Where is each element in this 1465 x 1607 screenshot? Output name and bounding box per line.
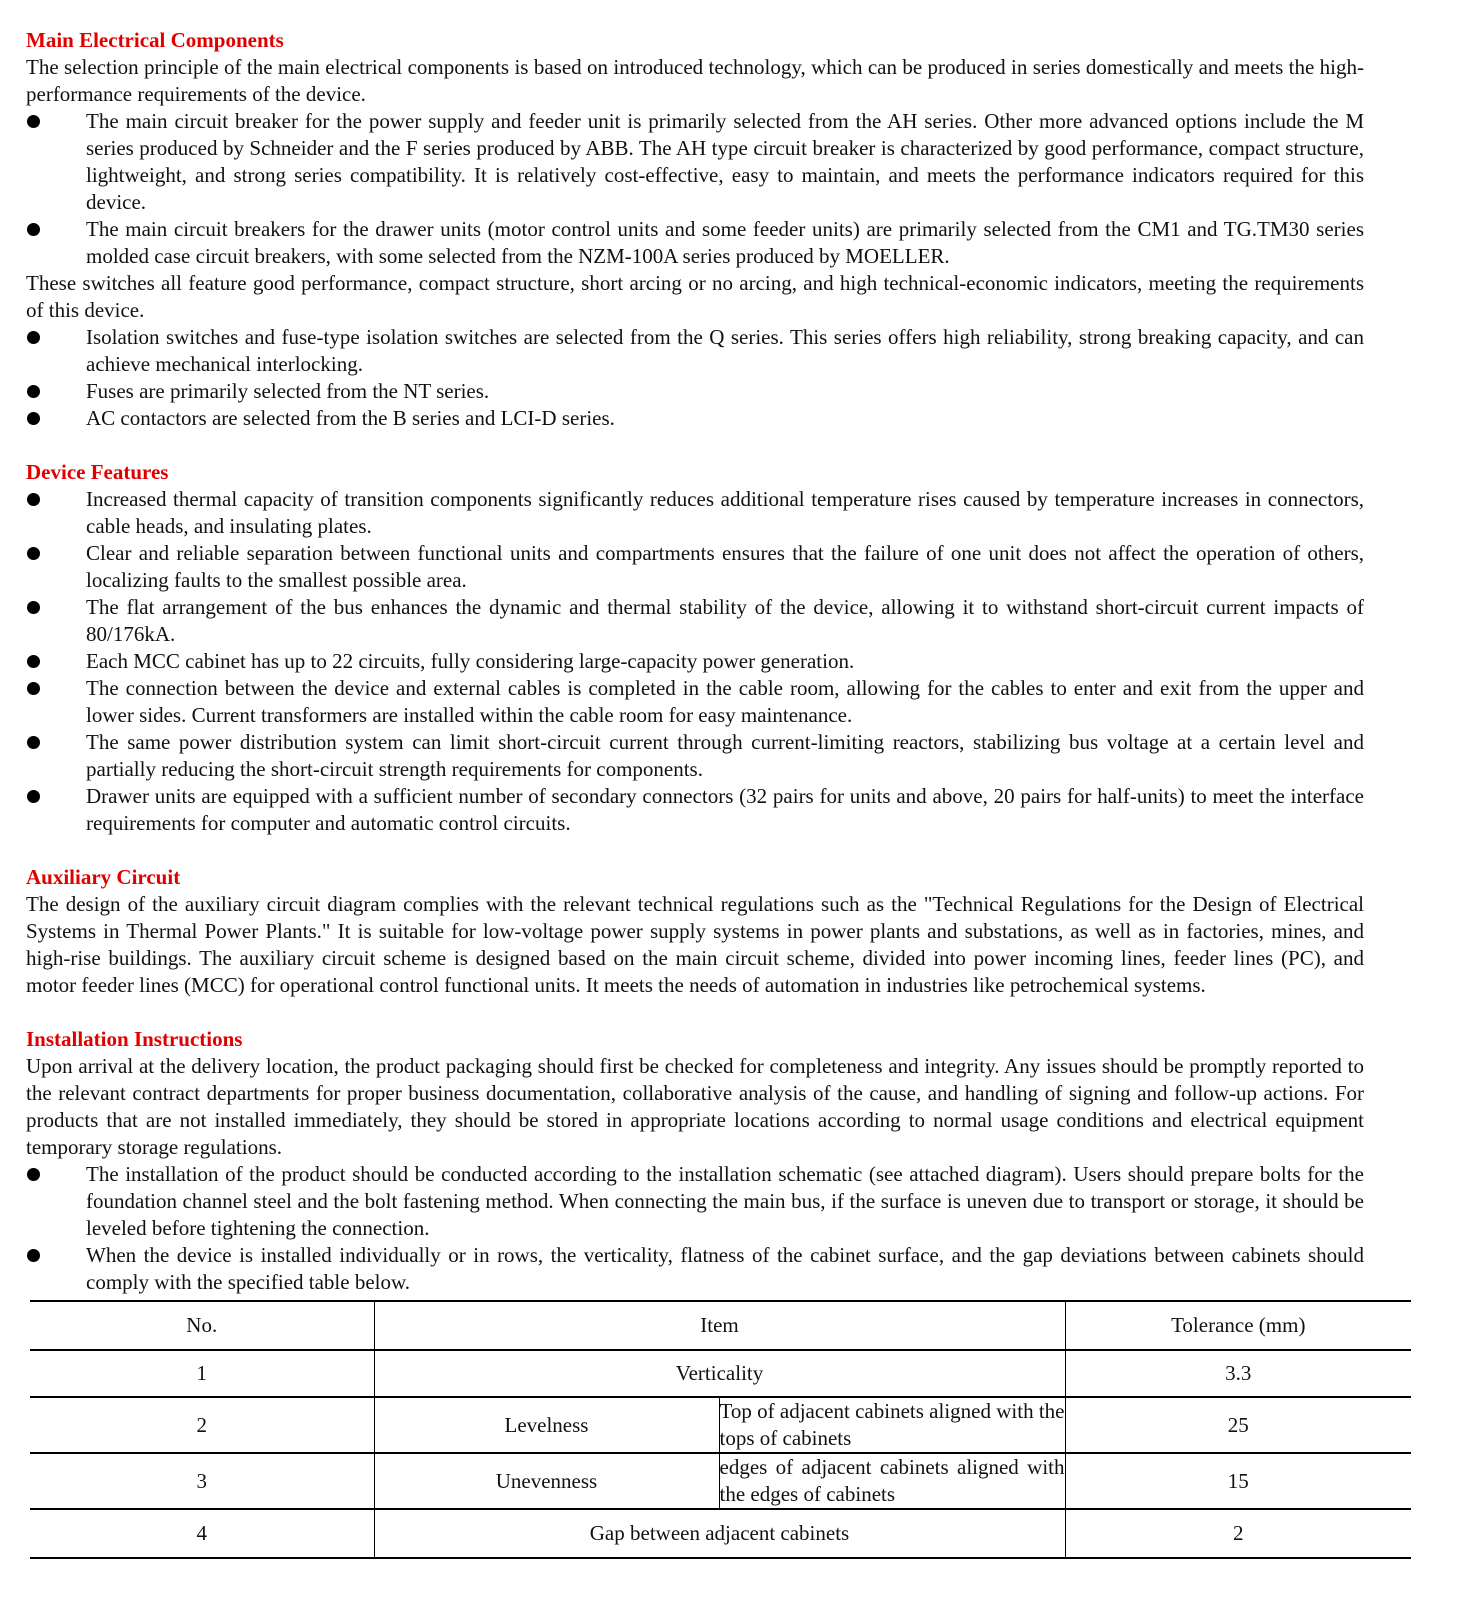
bullet-icon <box>27 655 40 668</box>
tolerance-table-wrapper <box>30 1300 1411 1559</box>
document-page <box>26 27 1364 1296</box>
list-item: Isolation switches and fuse-type isolation switches are selected from the Q series. This series offers high reliability, strong breaking capacity, and can achieve mechanical interlocking. <box>26 324 1364 378</box>
cell-tolerance: 15 <box>1065 1453 1411 1509</box>
cell-tolerance: 25 <box>1065 1397 1411 1453</box>
bullet-icon <box>27 115 40 128</box>
bullet-icon <box>27 331 40 344</box>
section-title: Main Electrical Components <box>26 28 284 52</box>
list-item: The installation of the product should be conducted according to the installation schematic (see attached diagram). Users should prepare bolts for the foundation channel steel and the bolt fastening method. When connecting the main bus, if the surface is uneven due to transport or storage, it should be leveled before tightening the connection. <box>26 1161 1364 1242</box>
list-item: Increased thermal capacity of transition components significantly reduces additional temperature rises caused by temperature increases in connectors, cable heads, and insulating plates. <box>26 486 1364 540</box>
cell-item: Levelness <box>504 1412 589 1437</box>
table-row <box>30 1453 1411 1509</box>
section-device-features <box>26 459 1364 837</box>
bullet-icon <box>27 1168 40 1181</box>
list-item: The connection between the device and external cables is completed in the cable room, allowing for the cables to enter and exit from the upper and lower sides. Current transformers are installed within the cable room for easy maintenance. <box>26 675 1364 729</box>
cell-sub-item: Top of adjacent cabinets aligned with the tops of cabinets <box>719 1397 1065 1453</box>
bullet-list <box>26 1161 1364 1296</box>
cell-no: 2 <box>30 1397 374 1453</box>
cell-no: 4 <box>30 1509 374 1558</box>
list-item: Drawer units are equipped with a sufficient number of secondary connectors (32 pairs for units and above, 20 pairs for half-units) to meet the interface requirements for computer and automatic control circuits. <box>26 783 1364 837</box>
list-item: Each MCC cabinet has up to 22 circuits, fully considering large-capacity power generation. <box>26 648 1364 675</box>
section-main-electrical-components <box>26 27 1364 432</box>
bullet-icon <box>27 493 40 506</box>
bullet-list <box>26 324 1364 432</box>
cell-tolerance: 2 <box>1065 1509 1411 1558</box>
section-auxiliary-circuit <box>26 864 1364 999</box>
bullet-icon <box>27 223 40 236</box>
list-item: The same power distribution system can limit short-circuit current through current-limiting reactors, stabilizing bus voltage at a certain level and partially reducing the short-circuit strength requirements for components. <box>26 729 1364 783</box>
bullet-icon <box>27 682 40 695</box>
cell-no: 3 <box>30 1453 374 1509</box>
bullet-icon <box>27 547 40 560</box>
bullet-icon <box>27 412 40 425</box>
bullet-list <box>26 486 1364 837</box>
table-header-row <box>30 1301 1411 1350</box>
bullet-icon <box>27 736 40 749</box>
paragraph: Upon arrival at the delivery location, the product packaging should first be checked for completeness and integrity. Any issues should be promptly reported to the relevant contract departments for proper business documentation, collaborative analysis of the cause, and handling of signing and follow-up actions. For products that are not installed immediately, they should be stored in appropriate locations according to normal usage conditions and electrical equipment temporary storage regulations. <box>26 1054 1364 1159</box>
list-item: When the device is installed individually or in rows, the verticality, flatness of the cabinet surface, and the gap deviations between cabinets should comply with the specified table below. <box>26 1242 1364 1296</box>
header-no: No. <box>30 1301 374 1350</box>
table-row <box>30 1397 1411 1453</box>
tolerance-table <box>30 1300 1411 1559</box>
cell-tolerance: 3.3 <box>1065 1350 1411 1397</box>
list-item: The main circuit breaker for the power supply and feeder unit is primarily selected from the AH series. Other more advanced options include the M series produced by Schneider and the F series produced by ABB. The AH type circuit breaker is characterized by good performance, compact structure, lightweight, and strong series compatibility. It is relatively cost-effective, easy to maintain, and meets the performance indicators required for this device. <box>26 108 1364 216</box>
cell-item: Unevenness <box>495 1468 598 1493</box>
list-item: Clear and reliable separation between functional units and compartments ensures that the failure of one unit does not affect the operation of others, localizing faults to the smallest possible area. <box>26 540 1364 594</box>
list-item: The flat arrangement of the bus enhances the dynamic and thermal stability of the device, allowing it to withstand short-circuit current impacts of 80/176kA. <box>26 594 1364 648</box>
list-item: Fuses are primarily selected from the NT series. <box>26 378 1364 405</box>
cell-no: 1 <box>30 1350 374 1397</box>
bullet-icon <box>27 385 40 398</box>
cell-sub-item: edges of adjacent cabinets aligned with the edges of cabinets <box>719 1453 1065 1509</box>
cell-item: Verticality <box>675 1361 764 1385</box>
list-item: AC contactors are selected from the B series and LCI-D series. <box>26 405 1364 432</box>
paragraph: These switches all feature good performance, compact structure, short arcing or no arcing, and high technical-economic indicators, meeting the requirements of this device. <box>26 271 1364 322</box>
bullet-icon <box>27 601 40 614</box>
section-title: Installation Instructions <box>26 1027 243 1051</box>
table-row <box>30 1509 1411 1558</box>
list-item: The main circuit breakers for the drawer units (motor control units and some feeder units) are primarily selected from the CM1 and TG.TM30 series molded case circuit breakers, with some selected from the NZM-100A series produced by MOELLER. <box>26 216 1364 270</box>
bullet-list <box>26 108 1364 270</box>
section-installation-instructions <box>26 1026 1364 1296</box>
section-title: Auxiliary Circuit <box>26 865 181 889</box>
table-row <box>30 1350 1411 1397</box>
cell-item: Gap between adjacent cabinets <box>589 1521 850 1545</box>
bullet-icon <box>27 1249 40 1262</box>
section-title: Device Features <box>26 460 169 484</box>
paragraph: The design of the auxiliary circuit diagram complies with the relevant technical regulations such as the "Technical Regulations for the Design of Electrical Systems in Thermal Power Plants." It is suitable for low-voltage power supply systems in power plants and substations, as well as in factories, mines, and high-rise buildings. The auxiliary circuit scheme is designed based on the main circuit scheme, divided into power incoming lines, feeder lines (PC), and motor feeder lines (MCC) for operational control functional units. It meets the needs of automation in industries like petrochemical systems. <box>26 892 1364 997</box>
paragraph: The selection principle of the main electrical components is based on introduced technology, which can be produced in series domestically and meets the high-performance requirements of the device. <box>26 55 1364 106</box>
header-item: Item <box>700 1313 739 1337</box>
header-tolerance: Tolerance (mm) <box>1065 1301 1411 1350</box>
bullet-icon <box>27 790 40 803</box>
